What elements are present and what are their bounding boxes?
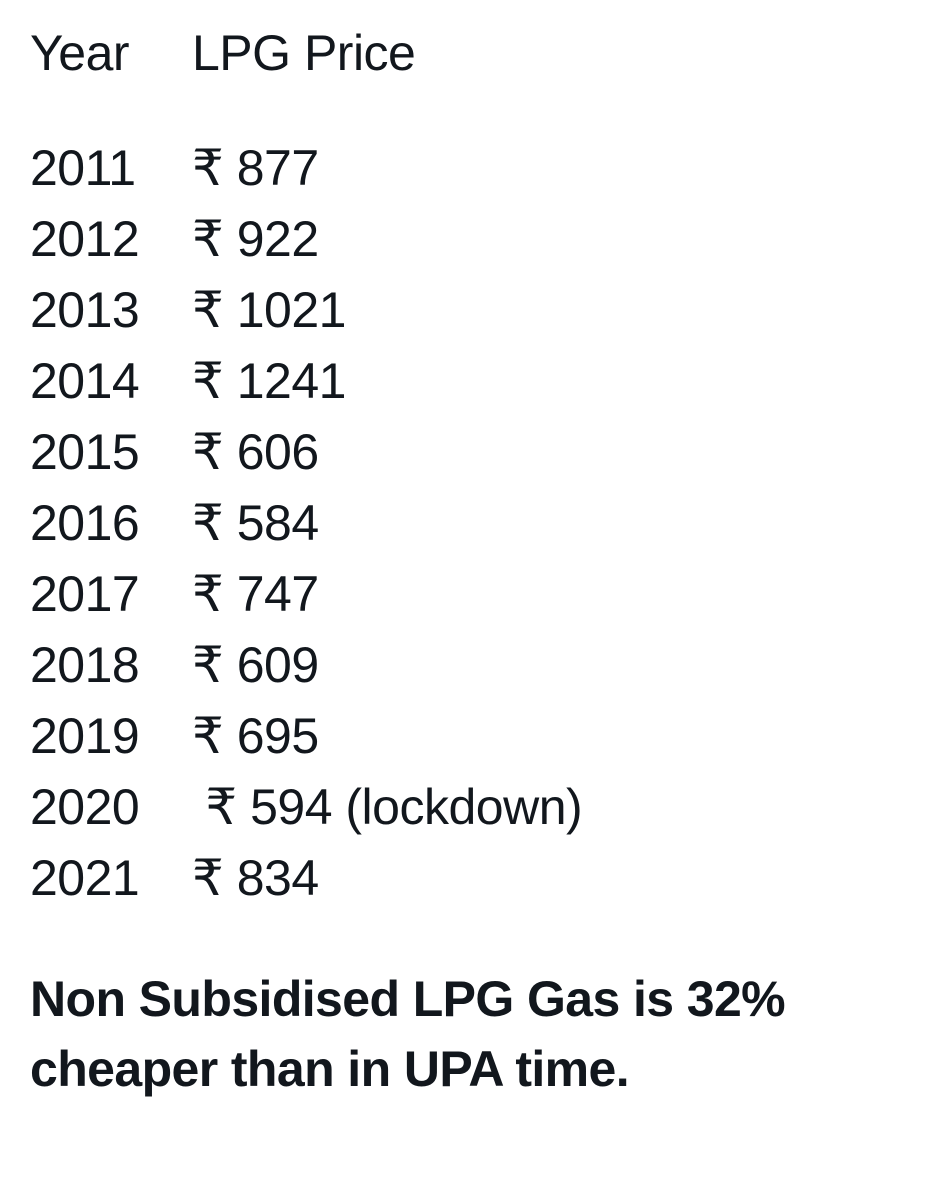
cell-year: 2011 [30, 140, 136, 196]
lpg-price-table [30, 18, 901, 914]
cell-year: 2015 [30, 424, 140, 480]
cell-year: 2018 [30, 637, 140, 693]
table-row [30, 488, 901, 559]
cell-year: 2014 [30, 353, 140, 409]
cell-price: ₹ 877 [192, 140, 319, 196]
footnote-text: Non Subsidised LPG Gas is 32% cheaper than in UPA time. [30, 971, 786, 1097]
table-row [30, 701, 901, 772]
cell-year: 2013 [30, 282, 140, 338]
cell-price: ₹ 594 (lockdown) [192, 779, 583, 835]
cell-year: 2020 [30, 779, 140, 835]
cell-year: 2019 [30, 708, 140, 764]
cell-price: ₹ 584 [192, 495, 319, 551]
table-row [30, 630, 901, 701]
cell-price: ₹ 834 [192, 850, 319, 906]
table-header-row [30, 18, 901, 89]
column-header-year: Year [30, 25, 130, 81]
cell-price: ₹ 606 [192, 424, 319, 480]
table-row [30, 275, 901, 346]
cell-price: ₹ 1241 [192, 353, 346, 409]
cell-price: ₹ 922 [192, 211, 319, 267]
cell-year: 2012 [30, 211, 140, 267]
cell-year: 2017 [30, 566, 140, 622]
table-row [30, 772, 901, 843]
cell-price: ₹ 695 [192, 708, 319, 764]
cell-year: 2016 [30, 495, 140, 551]
table-row [30, 133, 901, 204]
table-row [30, 417, 901, 488]
table-row [30, 843, 901, 914]
table-row [30, 204, 901, 275]
table-row [30, 559, 901, 630]
column-header-price: LPG Price [192, 25, 416, 81]
cell-price: ₹ 609 [192, 637, 319, 693]
cell-price: ₹ 1021 [192, 282, 346, 338]
table-row [30, 346, 901, 417]
cell-year: 2021 [30, 850, 140, 906]
cell-price: ₹ 747 [192, 566, 319, 622]
